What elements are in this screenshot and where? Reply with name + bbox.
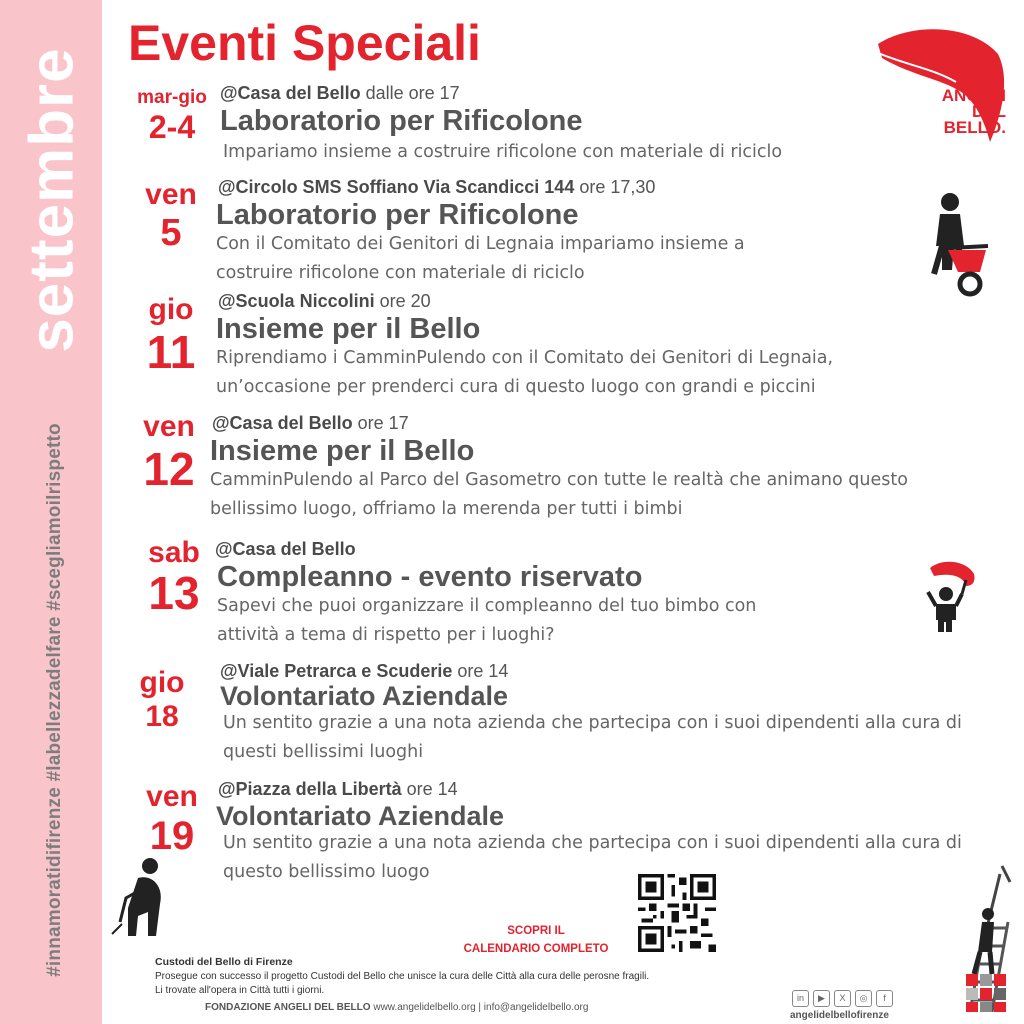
- event-location-line: [218, 780, 983, 800]
- event-location: @Circolo SMS Soffiano Via Scandicci 144: [218, 177, 575, 197]
- logo-line-3: BELLO.: [943, 118, 1006, 137]
- event-dayname: gio: [148, 293, 194, 326]
- footer-contacts[interactable]: www.angelidelbello.org | info@angelidelbello.org: [370, 1002, 589, 1013]
- logo-text: [916, 88, 1006, 136]
- event-description: Un sentito grazie a una nota azienda che partecipa con i suoi dipendenti alla cura di questo bellissimo luogo: [223, 833, 962, 883]
- ladder-worker-icon: [952, 862, 1016, 1012]
- hashtags: #innamoratidifirenze #labellezzadelfare #scegliamoilrispetto: [44, 423, 65, 977]
- event-title: Volontariato Aziendale: [216, 800, 505, 831]
- event-time: ore 17: [352, 413, 409, 433]
- event-date: [128, 782, 216, 856]
- event-location-line: [218, 292, 916, 312]
- event-title: Volontariato Aziendale: [220, 680, 509, 711]
- event-description: Impariamo insieme a costruire rificolone con materiale di riciclo: [223, 141, 783, 162]
- event-location: @Piazza della Libertà: [218, 779, 402, 799]
- event-date: [130, 536, 218, 619]
- calendar-cta[interactable]: [446, 922, 626, 958]
- event-description: Sapevi che puoi organizzare il compleanno del tuo bimbo con attività a tema di rispetto per i luoghi?: [217, 595, 757, 645]
- custodi-text: Li trovate all'opera in Città tutti i giorni.: [155, 985, 325, 996]
- child-with-torch-icon: [926, 560, 978, 634]
- linkedin-icon[interactable]: in: [792, 990, 809, 1007]
- event-time: dalle ore 17: [360, 83, 460, 103]
- page-title: Eventi Speciali: [128, 15, 481, 71]
- event-location: @Viale Petrarca e Scuderie: [220, 661, 453, 681]
- custodi-title: Custodi del Bello di Firenze: [155, 956, 293, 968]
- event-location: @Casa del Bello: [220, 83, 361, 103]
- event-date: [125, 410, 213, 495]
- event-time: ore 17,30: [574, 177, 656, 197]
- event-dayname: mar-gio: [137, 87, 207, 108]
- footer: [205, 1002, 588, 1013]
- qr-code-icon[interactable]: [638, 874, 716, 952]
- event-item: [216, 780, 983, 887]
- event-title: Insieme per il Bello: [216, 312, 481, 345]
- event-date: [118, 668, 206, 732]
- event-location: @Casa del Bello: [212, 413, 353, 433]
- event-item: [216, 292, 916, 402]
- facebook-icon[interactable]: f: [876, 990, 893, 1007]
- event-description: Con il Comitato dei Genitori di Legnaia impariamo insieme a costruire rificolone con materiale di riciclo: [216, 233, 745, 283]
- cta-line-2: CALENDARIO COMPLETO: [463, 943, 609, 955]
- sidebar-band: [0, 0, 102, 1024]
- event-daynum: 12: [143, 443, 195, 495]
- x-icon[interactable]: X: [834, 990, 851, 1007]
- event-daynum: 11: [146, 326, 196, 378]
- event-location-line: [220, 662, 983, 682]
- event-date: [128, 88, 216, 143]
- event-location-line: [218, 178, 806, 198]
- event-title: Laboratorio per Rificolone: [220, 104, 583, 137]
- event-daynum: 18: [145, 700, 179, 733]
- event-dayname: ven: [145, 178, 197, 211]
- event-description: CamminPulendo al Parco del Gasometro con tutte le realtà che animano questo bellissimo luogo, offriamo la merenda per tutti i bimbi: [210, 469, 908, 519]
- event-location-line: [212, 414, 940, 434]
- event-time: ore 14: [452, 661, 509, 681]
- event-daynum: 5: [160, 212, 182, 254]
- event-title: Laboratorio per Rificolone: [216, 198, 579, 231]
- event-location: @Casa del Bello: [215, 539, 356, 559]
- event-description: Riprendiamo i CamminPulendo con il Comitato dei Genitori di Legnaia, un’occasione per prenderci cura di questo luogo con grandi e piccini: [216, 347, 834, 397]
- event-location-line: [220, 84, 903, 104]
- event-item: [215, 540, 807, 650]
- social-icons: [792, 990, 893, 1007]
- event-description: Un sentito grazie a una nota azienda che partecipa con i suoi dipendenti alla cura di questi bellissimi luoghi: [223, 713, 962, 763]
- event-item: [220, 84, 903, 167]
- instagram-icon[interactable]: ◎: [855, 990, 872, 1007]
- event-date: [127, 180, 215, 252]
- event-dayname: gio: [139, 666, 185, 699]
- custodi-text: Prosegue con successo il progetto Custodi del Bello che unisce la cura delle Città alla cura delle perosne fragili.: [155, 971, 650, 982]
- event-item: [210, 414, 940, 524]
- cta-line-1: SCOPRI IL: [507, 925, 565, 937]
- custodi-section: [155, 955, 775, 998]
- event-time: ore 14: [401, 779, 458, 799]
- cleaning-person-icon: [108, 856, 172, 942]
- wheelbarrow-figure-icon: [928, 190, 994, 302]
- event-title: Insieme per il Bello: [210, 434, 475, 467]
- month-label: settembre: [17, 47, 87, 353]
- youtube-icon[interactable]: ▶: [813, 990, 830, 1007]
- event-dayname: sab: [148, 536, 200, 569]
- event-daynum: 19: [149, 814, 195, 858]
- event-dayname: ven: [146, 780, 198, 813]
- event-title: Compleanno - evento riservato: [217, 560, 643, 593]
- event-time: ore 20: [374, 291, 431, 311]
- event-dayname: ven: [143, 410, 195, 443]
- event-daynum: 13: [148, 567, 200, 619]
- logo-line-2: DEL: [972, 102, 1006, 121]
- footer-org: FONDAZIONE ANGELI DEL BELLO: [205, 1002, 371, 1013]
- event-item: [220, 662, 983, 767]
- event-date: [127, 293, 215, 378]
- event-item: [216, 178, 806, 288]
- logo-line-1: ANGELI: [941, 86, 1006, 105]
- event-location: @Scuola Niccolini: [218, 291, 375, 311]
- event-daynum: 2-4: [148, 109, 196, 145]
- social-handle: angelidelbellofirenze: [790, 1010, 889, 1021]
- event-location-line: [215, 540, 807, 560]
